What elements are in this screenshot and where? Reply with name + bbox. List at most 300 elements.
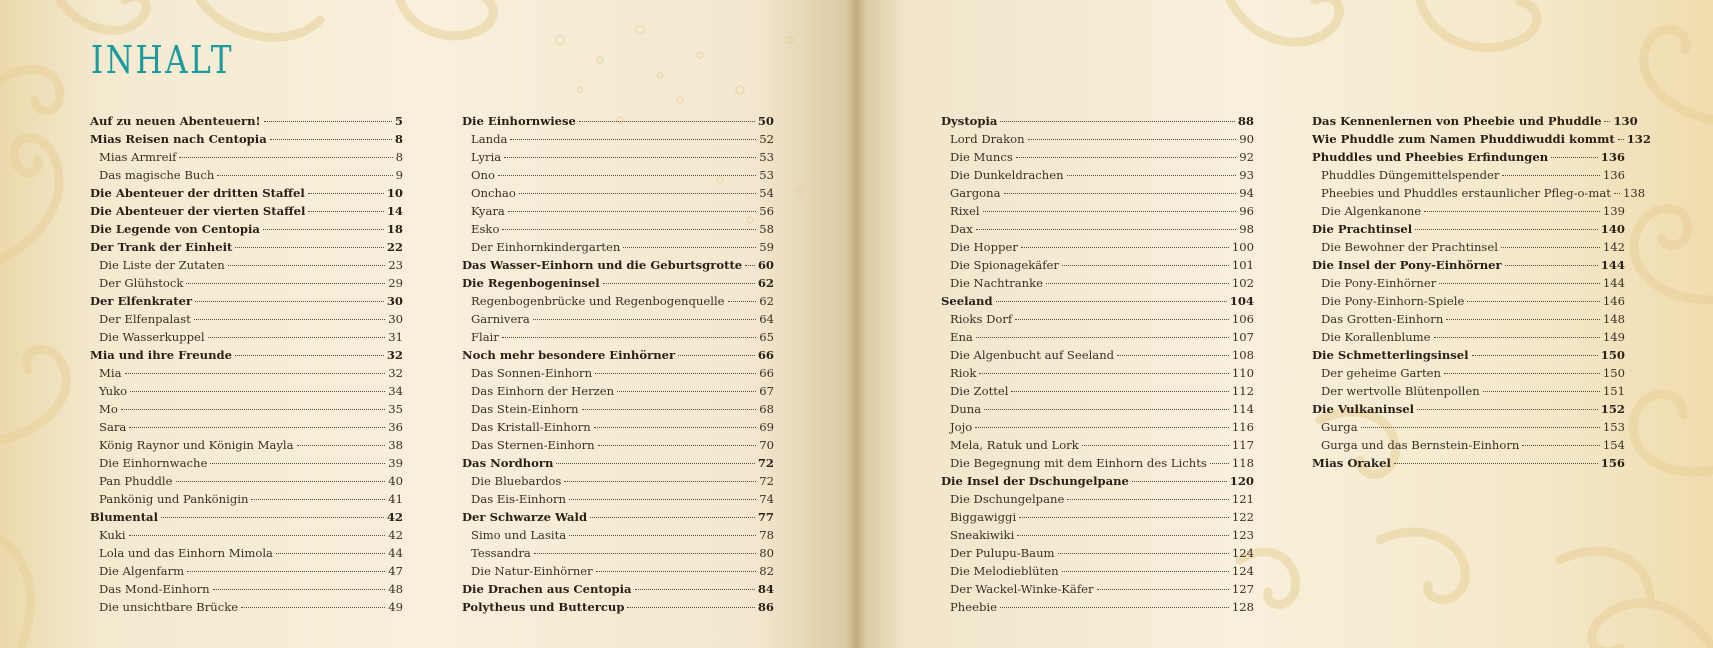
toc-page-number: 93 bbox=[1239, 168, 1254, 182]
toc-entry-label: Der Elfenpalast bbox=[99, 312, 191, 326]
toc-entry-label: Der wertvolle Blütenpollen bbox=[1321, 384, 1480, 398]
toc-chapter-entry bbox=[90, 292, 403, 310]
toc-page-number: 62 bbox=[757, 276, 774, 290]
toc-subentry bbox=[1312, 202, 1625, 220]
toc-page-number: 120 bbox=[1229, 474, 1254, 488]
dot-leader bbox=[264, 121, 392, 122]
toc-entry-label: Die Natur-Einhörner bbox=[471, 564, 593, 578]
dot-leader bbox=[276, 553, 385, 554]
dot-leader bbox=[235, 247, 384, 248]
toc-subentry bbox=[462, 310, 774, 328]
toc-page-number: 36 bbox=[388, 420, 403, 434]
toc-page-number: 144 bbox=[1600, 258, 1625, 272]
dot-leader bbox=[1522, 445, 1600, 446]
toc-entry-label: Dax bbox=[950, 222, 973, 236]
toc-subentry bbox=[462, 292, 774, 310]
toc-subentry bbox=[462, 490, 774, 508]
toc-column-2 bbox=[462, 112, 774, 616]
toc-page-number: 104 bbox=[1229, 294, 1254, 308]
toc-page-number: 108 bbox=[1231, 348, 1254, 362]
dot-leader bbox=[976, 337, 1229, 338]
dot-leader bbox=[1017, 535, 1229, 536]
dot-leader bbox=[1618, 139, 1624, 140]
dot-leader bbox=[1502, 175, 1599, 176]
toc-page-number: 30 bbox=[388, 312, 403, 326]
toc-entry-label: Die Insel der Dschungelpane bbox=[941, 474, 1129, 488]
toc-subentry bbox=[941, 238, 1254, 256]
toc-page-number: 124 bbox=[1231, 546, 1254, 560]
toc-entry-label: Auf zu neuen Abenteuern! bbox=[90, 114, 261, 128]
toc-entry-label: Die Muncs bbox=[950, 150, 1013, 164]
toc-page-number: 146 bbox=[1602, 294, 1625, 308]
toc-page-number: 54 bbox=[759, 186, 774, 200]
toc-page-number: 94 bbox=[1239, 186, 1254, 200]
toc-entry-label: König Raynor und Königin Mayla bbox=[99, 438, 294, 452]
dot-leader bbox=[519, 193, 756, 194]
dot-leader bbox=[502, 229, 756, 230]
dot-leader bbox=[1551, 157, 1598, 158]
dot-leader bbox=[125, 373, 386, 374]
toc-chapter-entry bbox=[941, 112, 1254, 130]
toc-subentry bbox=[941, 346, 1254, 364]
toc-page-number: 47 bbox=[388, 564, 403, 578]
toc-entry-label: Duna bbox=[950, 402, 982, 416]
toc-chapter-entry bbox=[90, 202, 403, 220]
toc-entry-label: Der Trank der Einheit bbox=[90, 240, 233, 254]
toc-page-number: 150 bbox=[1600, 348, 1625, 362]
toc-subentry bbox=[462, 562, 774, 580]
toc-page-number: 153 bbox=[1602, 420, 1625, 434]
dot-leader bbox=[510, 139, 756, 140]
toc-page-number: 77 bbox=[757, 510, 774, 524]
dot-leader bbox=[297, 445, 386, 446]
toc-entry-label: Sara bbox=[99, 420, 127, 434]
toc-subentry bbox=[1312, 166, 1625, 184]
toc-page-number: 90 bbox=[1239, 132, 1254, 146]
toc-subentry bbox=[90, 166, 403, 184]
toc-chapter-entry bbox=[462, 454, 774, 472]
toc-chapter-entry bbox=[1312, 346, 1625, 364]
dot-leader bbox=[1011, 391, 1228, 392]
dot-leader bbox=[590, 517, 755, 518]
toc-subentry bbox=[941, 256, 1254, 274]
toc-page-number: 140 bbox=[1600, 222, 1625, 236]
toc-entry-label: Biggawiggi bbox=[950, 510, 1017, 524]
dot-leader bbox=[1417, 409, 1598, 410]
toc-column-3 bbox=[941, 112, 1254, 616]
toc-page-number: 92 bbox=[1239, 150, 1254, 164]
toc-page-number: 35 bbox=[388, 402, 403, 416]
dot-leader bbox=[579, 121, 755, 122]
toc-page-number: 8 bbox=[395, 150, 403, 164]
toc-page-number: 82 bbox=[759, 564, 774, 578]
toc-entry-label: Die Algenkanone bbox=[1321, 204, 1422, 218]
dot-leader bbox=[1082, 445, 1229, 446]
toc-page-number: 31 bbox=[388, 330, 403, 344]
toc-page-number: 56 bbox=[759, 204, 774, 218]
toc-subentry bbox=[462, 166, 774, 184]
toc-subentry bbox=[90, 256, 403, 274]
toc-entry-label: Jojo bbox=[950, 420, 973, 434]
toc-page-number: 10 bbox=[386, 186, 403, 200]
toc-column-4 bbox=[1312, 112, 1651, 472]
toc-chapter-entry bbox=[1312, 454, 1625, 472]
toc-subentry bbox=[941, 544, 1254, 562]
dot-leader bbox=[1614, 193, 1620, 194]
toc-entry-label: Die Nachtranke bbox=[950, 276, 1044, 290]
toc-chapter-entry bbox=[462, 112, 774, 130]
toc-entry-label: Blumental bbox=[90, 510, 158, 524]
toc-entry-label: Die Abenteuer der vierten Staffel bbox=[90, 204, 306, 218]
toc-subentry bbox=[1312, 328, 1625, 346]
dot-leader bbox=[194, 319, 385, 320]
toc-entry-label: Kuki bbox=[99, 528, 126, 542]
toc-entry-label: Die Drachen aus Centopia bbox=[462, 582, 632, 596]
toc-entry-label: Das Stein-Einhorn bbox=[471, 402, 579, 416]
toc-entry-label: Mo bbox=[99, 402, 118, 416]
toc-entry-label: Das magische Buch bbox=[99, 168, 215, 182]
dot-leader bbox=[1210, 463, 1229, 464]
toc-entry-label: Die Legende von Centopia bbox=[90, 222, 260, 236]
toc-entry-label: Die Korallenblume bbox=[1321, 330, 1431, 344]
dot-leader bbox=[1132, 481, 1227, 482]
dot-leader bbox=[623, 247, 756, 248]
dot-leader bbox=[129, 535, 386, 536]
dot-leader bbox=[533, 319, 756, 320]
toc-page-number: 58 bbox=[759, 222, 774, 236]
toc-page-number: 138 bbox=[1622, 186, 1646, 200]
toc-entry-label: Die Dschungelpane bbox=[950, 492, 1065, 506]
toc-entry-label: Das Sternen-Einhorn bbox=[471, 438, 595, 452]
toc-chapter-entry bbox=[462, 346, 774, 364]
dot-leader bbox=[617, 391, 756, 392]
toc-entry-label: Der Einhornkindergarten bbox=[471, 240, 621, 254]
toc-page-number: 68 bbox=[759, 402, 774, 416]
toc-page-number: 65 bbox=[759, 330, 774, 344]
toc-entry-label: Das Mond-Einhorn bbox=[99, 582, 210, 596]
dot-leader bbox=[975, 427, 1229, 428]
toc-page-number: 22 bbox=[386, 240, 403, 254]
toc-page-number: 66 bbox=[757, 348, 774, 362]
toc-subentry bbox=[941, 436, 1254, 454]
dot-leader bbox=[1062, 571, 1229, 572]
toc-entry-label: Rioks Dorf bbox=[950, 312, 1013, 326]
toc-page-number: 32 bbox=[386, 348, 403, 362]
toc-subentry bbox=[941, 148, 1254, 166]
toc-subentry bbox=[1312, 310, 1625, 328]
toc-page-number: 9 bbox=[395, 168, 403, 182]
dot-leader bbox=[1361, 427, 1600, 428]
toc-entry-label: Die Einhornwiese bbox=[462, 114, 576, 128]
toc-chapter-entry bbox=[941, 472, 1254, 490]
dot-leader bbox=[1439, 283, 1600, 284]
toc-entry-label: Die Bewohner der Prachtinsel bbox=[1321, 240, 1498, 254]
dot-leader bbox=[1415, 229, 1598, 230]
toc-entry-label: Der Elfenkrater bbox=[90, 294, 193, 308]
dot-leader bbox=[1000, 607, 1229, 608]
toc-subentry bbox=[462, 364, 774, 382]
book-gutter bbox=[846, 0, 866, 648]
dot-leader bbox=[498, 175, 756, 176]
toc-subentry bbox=[90, 382, 403, 400]
toc-page-number: 117 bbox=[1231, 438, 1254, 452]
toc-entry-label: Die Dunkeldrachen bbox=[950, 168, 1064, 182]
toc-entry-label: Das Eis-Einhorn bbox=[471, 492, 566, 506]
toc-subentry bbox=[941, 382, 1254, 400]
dot-leader bbox=[251, 499, 385, 500]
toc-chapter-entry bbox=[90, 112, 403, 130]
toc-page-number: 44 bbox=[388, 546, 403, 560]
toc-page-number: 152 bbox=[1600, 402, 1625, 416]
toc-page-number: 70 bbox=[759, 438, 774, 452]
dot-leader bbox=[508, 211, 756, 212]
toc-page-number: 148 bbox=[1602, 312, 1625, 326]
toc-page-number: 67 bbox=[759, 384, 774, 398]
toc-entry-label: Phuddles und Pheebies Erfindungen bbox=[1312, 150, 1549, 164]
toc-page-number: 18 bbox=[386, 222, 403, 236]
toc-page-number: 72 bbox=[757, 456, 774, 470]
toc-entry-label: Die Vulkaninsel bbox=[1312, 402, 1415, 416]
dot-leader bbox=[1058, 553, 1229, 554]
toc-page-number: 59 bbox=[759, 240, 774, 254]
dot-leader bbox=[1028, 139, 1237, 140]
toc-subentry bbox=[941, 220, 1254, 238]
toc-page-number: 116 bbox=[1231, 420, 1254, 434]
toc-subentry bbox=[462, 238, 774, 256]
toc-entry-label: Mia und ihre Freunde bbox=[90, 348, 232, 362]
toc-subentry bbox=[941, 418, 1254, 436]
toc-page-number: 112 bbox=[1231, 384, 1254, 398]
toc-entry-label: Wie Phuddle zum Namen Phuddiwuddi kommt bbox=[1312, 132, 1615, 146]
toc-chapter-entry bbox=[90, 184, 403, 202]
toc-entry-label: Mia bbox=[99, 366, 122, 380]
toc-page-number: 144 bbox=[1602, 276, 1625, 290]
toc-subentry bbox=[941, 400, 1254, 418]
toc-page-number: 130 bbox=[1613, 114, 1638, 128]
toc-entry-label: Die Wasserkuppel bbox=[99, 330, 205, 344]
toc-subentry bbox=[1312, 418, 1625, 436]
toc-entry-label: Die Melodieblüten bbox=[950, 564, 1059, 578]
toc-subentry bbox=[90, 418, 403, 436]
dot-leader bbox=[1067, 499, 1229, 500]
toc-entry-label: Phuddles Düngemittelspender bbox=[1321, 168, 1500, 182]
dot-leader bbox=[598, 445, 757, 446]
toc-subentry bbox=[90, 472, 403, 490]
toc-page-number: 23 bbox=[388, 258, 403, 272]
toc-page-number: 78 bbox=[759, 528, 774, 542]
toc-subentry bbox=[90, 490, 403, 508]
toc-entry-label: Der Wackel-Winke-Käfer bbox=[950, 582, 1094, 596]
toc-chapter-entry bbox=[90, 346, 403, 364]
dot-leader bbox=[1015, 319, 1229, 320]
toc-page-number: 122 bbox=[1231, 510, 1254, 524]
dot-leader bbox=[308, 193, 384, 194]
toc-subentry bbox=[462, 544, 774, 562]
toc-subentry bbox=[90, 274, 403, 292]
dot-leader bbox=[121, 409, 385, 410]
dot-leader bbox=[1062, 265, 1229, 266]
toc-entry-label: Die Pony-Einhorn-Spiele bbox=[1321, 294, 1465, 308]
dot-leader bbox=[556, 463, 754, 464]
toc-entry-label: Mias Armreif bbox=[99, 150, 177, 164]
toc-page-number: 110 bbox=[1231, 366, 1254, 380]
dot-leader bbox=[263, 229, 384, 230]
dot-leader bbox=[1394, 463, 1598, 464]
toc-subentry bbox=[941, 598, 1254, 616]
toc-page-number: 149 bbox=[1602, 330, 1625, 344]
dot-leader bbox=[213, 589, 386, 590]
toc-subentry bbox=[90, 544, 403, 562]
toc-entry-label: Lola und das Einhorn Mimola bbox=[99, 546, 273, 560]
toc-entry-label: Simo und Lasita bbox=[471, 528, 567, 542]
dot-leader bbox=[241, 607, 385, 608]
toc-chapter-entry bbox=[1312, 148, 1625, 166]
toc-chapter-entry bbox=[90, 238, 403, 256]
dot-leader bbox=[210, 463, 385, 464]
toc-chapter-entry bbox=[462, 256, 774, 274]
toc-entry-label: Mias Reisen nach Centopia bbox=[90, 132, 267, 146]
dot-leader bbox=[1501, 247, 1600, 248]
toc-entry-label: Pan Phuddle bbox=[99, 474, 173, 488]
toc-page-number: 66 bbox=[759, 366, 774, 380]
toc-page-number: 72 bbox=[759, 474, 774, 488]
toc-page-number: 49 bbox=[388, 600, 403, 614]
toc-entry-label: Esko bbox=[471, 222, 500, 236]
dot-leader bbox=[1446, 319, 1600, 320]
toc-page-number: 64 bbox=[759, 312, 774, 326]
toc-subentry bbox=[941, 166, 1254, 184]
toc-entry-label: Der geheime Garten bbox=[1321, 366, 1441, 380]
dot-leader bbox=[1434, 337, 1600, 338]
toc-chapter-entry bbox=[462, 580, 774, 598]
toc-page-number: 86 bbox=[757, 600, 774, 614]
dot-leader bbox=[983, 211, 1237, 212]
toc-subentry bbox=[941, 328, 1254, 346]
toc-entry-label: Lyria bbox=[471, 150, 502, 164]
toc-entry-label: Die Abenteuer der dritten Staffel bbox=[90, 186, 305, 200]
dot-leader bbox=[596, 571, 757, 572]
dot-leader bbox=[195, 301, 384, 302]
toc-page-number: 107 bbox=[1231, 330, 1254, 344]
toc-subentry bbox=[941, 454, 1254, 472]
toc-subentry bbox=[90, 364, 403, 382]
toc-chapter-entry bbox=[941, 292, 1254, 310]
toc-chapter-entry bbox=[462, 508, 774, 526]
toc-entry-label: Die Begegnung mit dem Einhorn des Lichts bbox=[950, 456, 1207, 470]
toc-subentry bbox=[941, 490, 1254, 508]
toc-page-number: 102 bbox=[1231, 276, 1254, 290]
toc-subentry bbox=[1312, 436, 1625, 454]
toc-entry-label: Polytheus und Buttercup bbox=[462, 600, 625, 614]
dot-leader bbox=[1016, 157, 1236, 158]
dot-leader bbox=[502, 337, 756, 338]
toc-entry-label: Sneakiwiki bbox=[950, 528, 1015, 542]
toc-subentry bbox=[941, 526, 1254, 544]
dot-leader bbox=[1505, 265, 1598, 266]
toc-subentry bbox=[941, 184, 1254, 202]
toc-entry-label: Das Kennenlernen von Pheebie und Phuddle bbox=[1312, 114, 1602, 128]
toc-page-number: 5 bbox=[394, 114, 403, 128]
dot-leader bbox=[186, 283, 385, 284]
toc-entry-label: Die Schmetterlingsinsel bbox=[1312, 348, 1469, 362]
toc-page-number: 156 bbox=[1600, 456, 1625, 470]
toc-page-number: 40 bbox=[388, 474, 403, 488]
toc-subentry bbox=[941, 130, 1254, 148]
dot-leader bbox=[635, 589, 755, 590]
toc-page-number: 42 bbox=[388, 528, 403, 542]
toc-subentry bbox=[90, 148, 403, 166]
dot-leader bbox=[1483, 391, 1600, 392]
toc-page-number: 60 bbox=[757, 258, 774, 272]
toc-subentry bbox=[462, 184, 774, 202]
toc-page-number: 29 bbox=[388, 276, 403, 290]
dot-leader bbox=[678, 355, 755, 356]
dot-leader bbox=[569, 499, 756, 500]
toc-page-number: 154 bbox=[1602, 438, 1625, 452]
toc-page-number: 136 bbox=[1602, 168, 1625, 182]
toc-page-number: 74 bbox=[759, 492, 774, 506]
toc-page-number: 124 bbox=[1231, 564, 1254, 578]
toc-entry-label: Die Algenfarm bbox=[99, 564, 185, 578]
toc-page-number: 48 bbox=[388, 582, 403, 596]
dot-leader bbox=[308, 211, 383, 212]
toc-chapter-entry bbox=[90, 220, 403, 238]
toc-subentry bbox=[462, 130, 774, 148]
toc-chapter-entry bbox=[90, 508, 403, 526]
toc-entry-label: Das Sonnen-Einhorn bbox=[471, 366, 593, 380]
toc-subentry bbox=[462, 418, 774, 436]
toc-page-number: 128 bbox=[1231, 600, 1254, 614]
toc-page-number: 39 bbox=[388, 456, 403, 470]
toc-page-number: 98 bbox=[1239, 222, 1254, 236]
toc-entry-label: Riok bbox=[950, 366, 977, 380]
toc-subentry bbox=[462, 202, 774, 220]
toc-entry-label: Onchao bbox=[471, 186, 516, 200]
toc-entry-label: Pheebies und Phuddles erstaunlicher Pfleg-o-mat bbox=[1321, 186, 1611, 200]
toc-chapter-entry bbox=[1312, 256, 1625, 274]
toc-subentry bbox=[462, 472, 774, 490]
toc-entry-label: Die Pony-Einhörner bbox=[1321, 276, 1437, 290]
dot-leader bbox=[208, 337, 386, 338]
toc-subentry bbox=[462, 400, 774, 418]
toc-subentry bbox=[941, 202, 1254, 220]
dot-leader bbox=[728, 301, 757, 302]
toc-entry-label: Das Grotten-Einhorn bbox=[1321, 312, 1444, 326]
toc-entry-label: Gurga und das Bernstein-Einhorn bbox=[1321, 438, 1520, 452]
dot-leader bbox=[745, 265, 755, 266]
toc-entry-label: Die Algenbucht auf Seeland bbox=[950, 348, 1115, 362]
toc-entry-label: Die unsichtbare Brücke bbox=[99, 600, 239, 614]
dot-leader bbox=[595, 373, 756, 374]
dot-leader bbox=[976, 229, 1236, 230]
toc-entry-label: Flair bbox=[471, 330, 499, 344]
toc-entry-label: Der Glühstock bbox=[99, 276, 184, 290]
toc-entry-label: Das Einhorn der Herzen bbox=[471, 384, 615, 398]
toc-entry-label: Das Wasser-Einhorn und die Geburtsgrotte bbox=[462, 258, 743, 272]
toc-subentry bbox=[941, 274, 1254, 292]
toc-page-number: 53 bbox=[759, 168, 774, 182]
toc-chapter-entry bbox=[1312, 400, 1625, 418]
toc-page-number: 30 bbox=[386, 294, 403, 308]
toc-subentry bbox=[462, 148, 774, 166]
toc-entry-label: Die Regenbogeninsel bbox=[462, 276, 600, 290]
dot-leader bbox=[1444, 373, 1600, 374]
toc-page-number: 100 bbox=[1231, 240, 1254, 254]
toc-subentry bbox=[90, 436, 403, 454]
dot-leader bbox=[1097, 589, 1229, 590]
toc-page-number: 106 bbox=[1231, 312, 1254, 326]
dot-leader bbox=[1067, 175, 1237, 176]
